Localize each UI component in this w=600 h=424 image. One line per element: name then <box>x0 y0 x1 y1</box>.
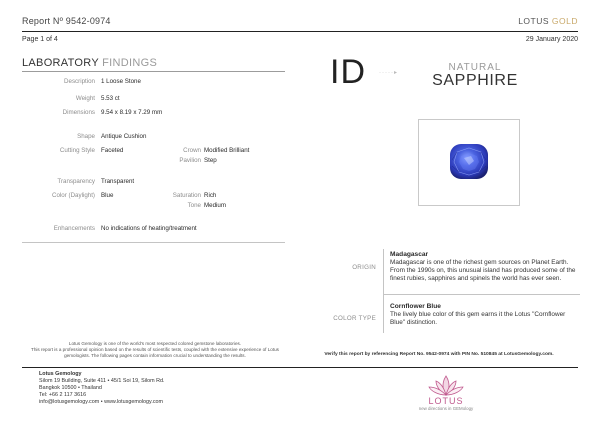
disclaimer-line-1: Lotus Gemology is one of the world's most respected colored gemstone laboratories. <box>68 341 242 346</box>
verification-note: Verify this report by referencing Report No. 9542-0974 with PIN No. 510845 at LotusGemology.com. <box>324 352 554 357</box>
weight-value: 5.53 ct <box>101 95 120 102</box>
lab-findings-title <box>22 57 157 69</box>
lab-title-divider <box>22 71 285 72</box>
footer-telephone: Tel: +66 2 117 3616 <box>39 392 87 398</box>
color-type-description: The lively blue color of this gem earns it the Lotus "Cornflower Blue" distinction. <box>390 311 566 327</box>
cutting-style-value: Faceted <box>101 147 124 154</box>
lab-title-part1: LABORATORY <box>22 57 103 69</box>
transparency-value: Transparent <box>101 178 135 185</box>
shape-label: Shape <box>77 133 95 140</box>
enhancements-value: No indications of heating/treatment <box>101 225 197 232</box>
weight-label: Weight <box>75 95 95 102</box>
header-divider <box>22 31 578 32</box>
transparency-label: Transparency <box>57 178 95 185</box>
report-date: 29 January 2020 <box>525 36 578 43</box>
page-number: Page 1 of 4 <box>22 36 58 43</box>
species-title: SAPPHIRE <box>432 72 518 89</box>
origin-name: Madagascar <box>390 251 429 258</box>
origin-vertical-divider <box>383 249 384 333</box>
saturation-value: Rich <box>204 192 217 199</box>
lab-title-part2: FINDINGS <box>102 57 158 69</box>
tone-label: Tone <box>187 202 201 209</box>
origin-color-divider <box>384 294 580 295</box>
stone-photo-frame <box>418 119 520 206</box>
origin-label: ORIGIN <box>352 264 376 271</box>
crown-label: Crown <box>183 147 201 154</box>
brand-name-part2: GOLD <box>551 16 578 26</box>
description-label: Description <box>64 78 95 85</box>
report-number: Report Nº 9542-0974 <box>22 16 111 26</box>
color-daylight-label: Color (Daylight) <box>52 192 95 199</box>
dimensions-value: 9.54 x 8.19 x 7.29 mm <box>101 109 163 116</box>
pavilion-value: Step <box>204 157 217 164</box>
color-daylight-value: Blue <box>101 192 114 199</box>
dotted-arrow-icon: ·····▸ <box>379 70 399 76</box>
color-type-label: COLOR TYPE <box>333 315 376 322</box>
saturation-label: Saturation <box>172 192 201 199</box>
footer-web-links[interactable]: info@lotusgemology.com • www.lotusgemology.com <box>39 399 164 405</box>
description-value: 1 Loose Stone <box>101 78 141 85</box>
crown-value: Modified Brilliant <box>204 147 250 154</box>
tone-value: Medium <box>204 202 227 209</box>
footer-company: Lotus Gemology <box>39 371 82 377</box>
enhancements-label: Enhancements <box>53 225 95 232</box>
sapphire-stone-image <box>419 120 519 205</box>
shape-value: Antique Cushion <box>101 133 147 140</box>
brand-name-part1: LOTUS <box>518 16 552 26</box>
dimensions-label: Dimensions <box>62 109 95 116</box>
color-type-name: Cornflower Blue <box>390 303 441 310</box>
logo-tagline: new directions in GEMology <box>418 406 474 411</box>
footer-address-line-1: Silom 19 Building, Suite 411 • 45/1 Soi 19, Silom Rd. <box>39 378 165 384</box>
disclaimer-line-2: This report is a professional opinion based on the results of scientific tests, coupled with the extensive experience of Lotus gemologists. The following pages contain information crucial to understanding the results. <box>31 347 279 358</box>
lab-findings-bottom-divider <box>22 242 285 243</box>
footer-divider <box>22 367 578 368</box>
footer-address-line-2: Bangkok 10500 • Thailand <box>39 385 102 391</box>
id-mark: ID <box>330 53 366 91</box>
cutting-style-label: Cutting Style <box>59 147 95 154</box>
natural-label: NATURAL <box>448 62 502 73</box>
brand-name <box>518 16 578 26</box>
origin-description: Madagascar is one of the richest gem sources on Planet Earth. From the 1990s on, this unusual island has produced some of the finest rubies, sapphires and spinels the world has ever seen. <box>390 259 576 283</box>
logo-wordmark: LOTUS <box>428 396 464 406</box>
pavilion-label: Pavilion <box>179 157 201 164</box>
